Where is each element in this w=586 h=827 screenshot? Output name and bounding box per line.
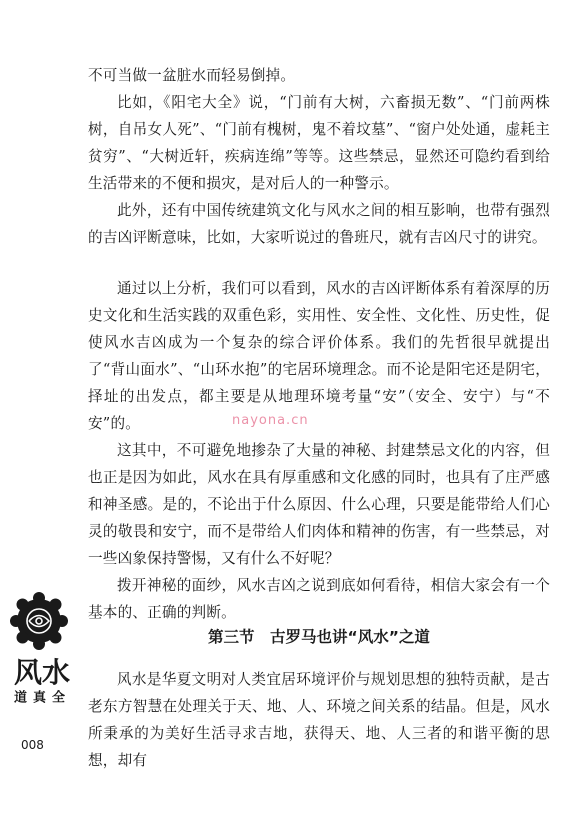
series-name: 全真道 bbox=[11, 690, 64, 704]
paragraph-6: 拨开神秘的面纱，风水吉凶之说到底如何看待，相信大家会有一个基本的、正确的判断。 bbox=[88, 577, 550, 621]
ornament-emblem-icon bbox=[8, 590, 70, 652]
svg-text:风水: 风水 bbox=[13, 656, 71, 689]
watermark-text: nayona.cn bbox=[232, 413, 309, 428]
paragraph-1: 不可当做一盆脏水而轻易倒掉。 bbox=[88, 67, 296, 84]
body-text-bottom bbox=[88, 666, 550, 774]
paragraph-2: 比如，《阳宅大全》说，“门前有大树，六畜损无数”、“门前两株树，自吊女人死”、“门前有槐树，鬼不着坟墓”、“窗户处处通，虚耗主贫穷”、“大树近轩，疾病连绵”等等。这些禁忌，显然还可隐约看到给生活带来的不便和损灾，是对后人的一种警示。 bbox=[88, 94, 550, 192]
page-number: 008 bbox=[21, 738, 44, 752]
margin-sidebar bbox=[8, 590, 74, 752]
paragraph-gap bbox=[88, 251, 550, 275]
paragraph-7: 风水是华夏文明对人类宜居环境评价与规划思想的独特贡献，是古老东方智慧在处理关于天、地、人、环境之间关系的结晶。但是，风水所秉承的为美好生活寻求吉地，获得天、地、人三者的和谐平衡的思想，却有 bbox=[88, 671, 550, 769]
paragraph-3: 此外，还有中国传统建筑文化与风水之间的相互影响，也带有强烈的吉凶评断意味，比如，大家听说过的鲁班尺，就有吉凶尺寸的讲究。 bbox=[88, 202, 550, 246]
body-text-top bbox=[88, 62, 550, 626]
fengshui-calligraphy-logo bbox=[13, 652, 71, 692]
paragraph-5: 这其中，不可避免地掺杂了大量的神秘、封建禁忌文化的内容，但也正是因为如此，风水在具有厚重感和文化感的同时，也具有了庄严感和神圣感。是的，不论出于什么原因、什么心理，只要是能带给人们心灵的敬畏和安宁，而不是带给人们肉体和精神的伤害，有一些禁忌，对一些凶象保持警惕，又有什么不好呢？ bbox=[88, 442, 550, 567]
paragraph-4: 通过以上分析，我们可以看到，风水的吉凶评断体系有着深厚的历史文化和生活实践的双重色彩，实用性、安全性、文化性、历史性，促使风水吉凶成为一个复杂的综合评价体系。我们的先哲很早就提出了“背山面水”、“山环水抱”的宅居环境理念。而不论是阳宅还是阴宅，择址的出发点，都主要是从地理环境考量“安”（安全、安宁）与“不安”的。 bbox=[88, 280, 550, 432]
section-title: 第三节 古罗马也讲“风水”之道 bbox=[208, 628, 430, 646]
